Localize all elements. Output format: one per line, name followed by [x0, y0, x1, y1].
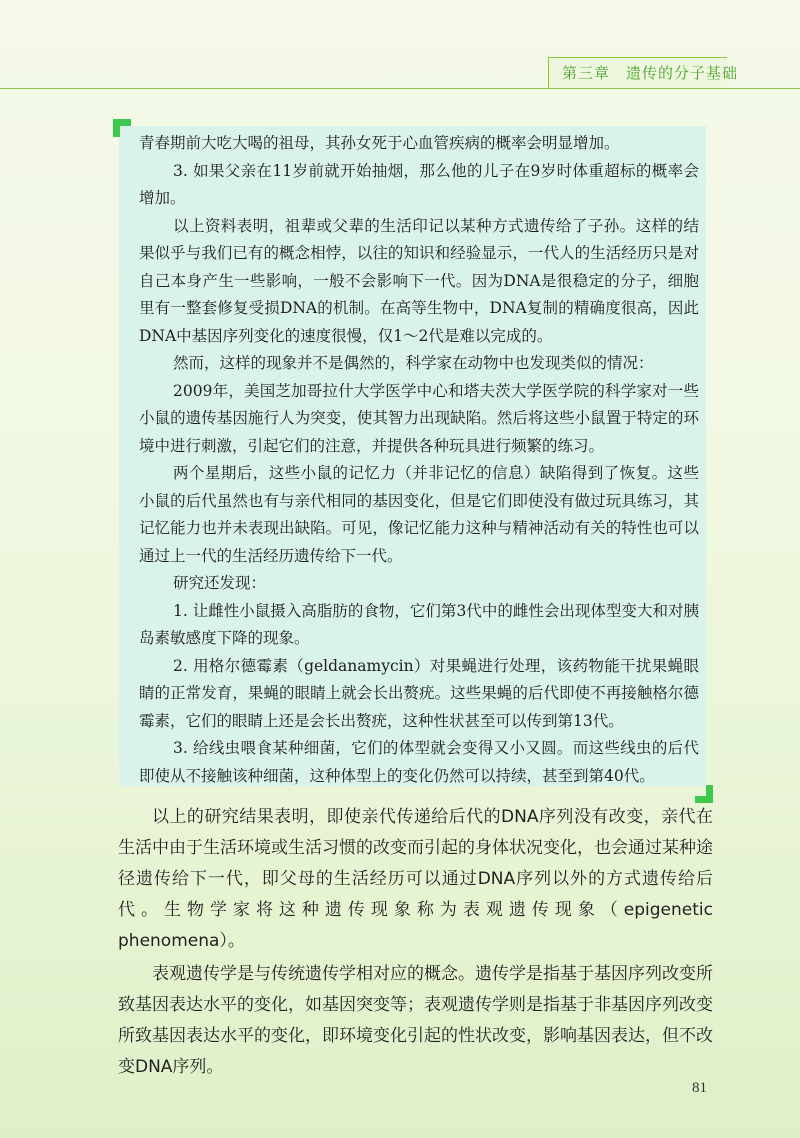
box-paragraph: 1. 让雌性小鼠摄入高脂肪的食物，它们第3代中的雌性会出现体型变大和对胰岛素敏感度下降的现象。: [139, 601, 699, 647]
box-paragraph: 3. 如果父亲在11岁前就开始抽烟，那么他的儿子在9岁时体重超标的概率会增加。: [139, 161, 699, 207]
corner-mark-top-left-h: [113, 119, 131, 126]
body-paragraph: 表观遗传学是与传统遗传学相对应的概念。遗传学是指基于基因序列改变所致基因表达水平的变化，如基因突变等；表观遗传学则是指基于非基因序列改变所致基因表达水平的变化，即环境变化引起的性状改变，影响基因表达，但不改变DNA序列。: [118, 964, 713, 1077]
box-paragraph: 2. 用格尔德霉素（geldanamycin）对果蝇进行处理，该药物能干扰果蝇眼睛的正常发育，果蝇的眼睛上就会长出赘疣。这些果蝇的后代即使不再接触格尔德霉素，它们的眼睛上还是会长出赘疣，这种性状甚至可以传到第13代。: [139, 656, 699, 730]
reading-box-text: [139, 130, 699, 790]
box-paragraph: 然而，这样的现象并不是偶然的，科学家在动物中也发现类似的情况：: [173, 354, 654, 372]
box-paragraph: 两个星期后，这些小鼠的记忆力（并非记忆的信息）缺陷得到了恢复。这些小鼠的后代虽然也有与亲代相同的基因变化，但是它们即使没有做过玩具练习，其记忆能力也并未表现出缺陷。可见，像记忆能力这种与精神活动有关的特性也可以通过上一代的生活经历遗传给下一代。: [139, 464, 699, 565]
body-paragraph: 以上的研究结果表明，即使亲代传递给后代的DNA序列没有改变，亲代在生活中由于生活环境或生活习惯的改变而引起的身体状况变化，也会通过某种途径遗传给下一代，即父母的生活经历可以通过DNA序列以外的方式遗传给后代。生物学家将这种遗传现象称为表观遗传现象（epigenetic phenomena）。: [118, 807, 713, 951]
box-paragraph: 2009年，美国芝加哥拉什大学医学中心和塔夫茨大学医学院的科学家对一些小鼠的遗传基因施行人为突变，使其智力出现缺陷。然后将这些小鼠置于特定的环境中进行刺激，引起它们的注意，并提供各种玩具进行频繁的练习。: [139, 381, 699, 455]
box-paragraph: 青春期前大吃大喝的祖母，其孙女死于心血管疾病的概率会明显增加。: [139, 134, 620, 152]
box-paragraph: 3. 给线虫喂食某种细菌，它们的体型就会变得又小又圆。而这些线虫的后代即使从不接触该种细菌，这种体型上的变化仍然可以持续，甚至到第40代。: [139, 739, 699, 785]
chapter-title: 第三章 遗传的分子基础: [562, 64, 739, 82]
box-paragraph: 研究还发现：: [173, 574, 267, 592]
box-paragraph: 以上资料表明，祖辈或父辈的生活印记以某种方式遗传给了子孙。这样的结果似乎与我们已有的概念相悖，以往的知识和经验显示，一代人的生活经历只是对自己本身产生一些影响，一般不会影响下一代。因为DNA是很稳定的分子，细胞里有一整套修复受损DNA的机制。在高等生物中，DNA复制的精确度很高，因此DNA中基因序列变化的速度很慢，仅1～2代是难以完成的。: [139, 216, 699, 345]
page-number: 81: [692, 1080, 707, 1096]
header-rule: [0, 88, 800, 89]
main-body-text: [118, 802, 713, 1085]
